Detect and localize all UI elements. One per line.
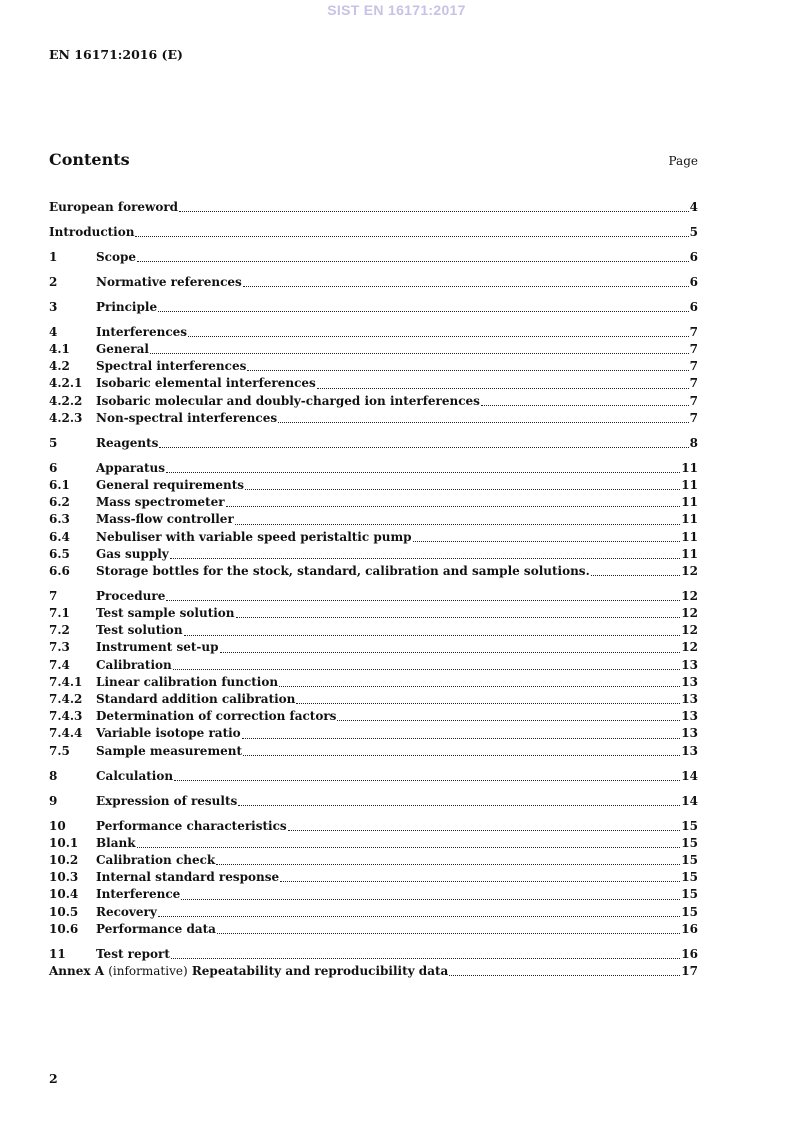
toc-leader-dots [150, 351, 689, 354]
toc-entry[interactable] [49, 477, 698, 494]
toc-entry-page: 7 [689, 393, 698, 408]
toc-leader-dots [245, 487, 680, 490]
toc-entry[interactable] [49, 605, 698, 622]
toc-entry[interactable] [49, 511, 698, 528]
toc-leader-dots [337, 718, 680, 721]
toc-entry-title: Calibration [96, 657, 172, 672]
toc-entry-page: 11 [681, 546, 698, 561]
toc-entry-title: Determination of correction factors [96, 709, 337, 724]
toc-entry-page: 11 [681, 460, 698, 475]
toc-entry-title: Expression of results [96, 793, 238, 808]
toc-entry[interactable] [49, 743, 698, 760]
toc-entry-page: 11 [681, 512, 698, 527]
toc-entry[interactable] [49, 768, 698, 785]
toc-entry[interactable] [49, 588, 698, 605]
toc-entry[interactable] [49, 793, 698, 810]
toc-entry-page: 7 [689, 324, 698, 339]
toc-entry-page: 14 [681, 793, 698, 808]
toc-entry-page: 15 [681, 904, 698, 919]
toc-entry-title: Performance data [96, 921, 216, 936]
toc-entry-title: Procedure [96, 588, 166, 603]
toc-entry-title: Recovery [96, 904, 157, 919]
toc-entry-title: Performance characteristics [96, 818, 287, 833]
watermark: SIST EN 16171:2017 [327, 2, 466, 18]
toc-entry-number: 4.2.2 [49, 393, 83, 408]
toc-entry[interactable] [49, 393, 698, 410]
toc-entry-page: 12 [681, 563, 698, 578]
toc-entry-number: 11 [49, 946, 66, 961]
toc-entry-title: Reagents [96, 435, 159, 450]
toc-entry-title: Instrument set-up [96, 640, 219, 655]
toc-entry-number: 4.2.1 [49, 376, 83, 391]
toc-entry-number: 10.4 [49, 887, 79, 902]
toc-entry-title: Standard addition calibration [96, 692, 296, 707]
toc-entry[interactable] [49, 852, 698, 869]
toc-entry-page: 12 [681, 588, 698, 603]
toc-entry-number: 1 [49, 249, 58, 264]
toc-leader-dots [181, 897, 680, 900]
toc-leader-dots [158, 914, 680, 917]
toc-leader-dots [159, 445, 688, 448]
toc-entry-title: Nebuliser with variable speed peristaltic pump [96, 529, 412, 544]
toc-entry-title: Sample measurement [96, 743, 243, 758]
toc-entry[interactable] [49, 410, 698, 427]
toc-entry-number: 2 [49, 274, 58, 289]
toc-entry-page: 17 [681, 963, 698, 978]
toc-entry-title: Isobaric elemental interferences [96, 376, 316, 391]
toc-entry[interactable] [49, 494, 698, 511]
toc-leader-dots [242, 736, 681, 739]
toc-leader-dots [236, 615, 681, 618]
toc-entry-title: Interferences [96, 324, 188, 339]
toc-entry-title: Test solution [96, 623, 183, 638]
annex-type: (informative) [108, 963, 188, 978]
toc-leader-dots [135, 234, 688, 237]
toc-entry-page: 15 [681, 887, 698, 902]
toc-entry-page: 12 [681, 623, 698, 638]
toc-entry-page: 5 [689, 224, 698, 239]
toc-leader-dots [449, 973, 680, 976]
toc-entry-page: 13 [681, 743, 698, 758]
toc-entry-number: 6 [49, 460, 58, 475]
toc-entry[interactable] [49, 375, 698, 392]
toc-entry[interactable] [49, 460, 698, 477]
toc-leader-dots [591, 573, 681, 576]
toc-entry[interactable] [49, 529, 698, 546]
toc-entry-title: Blank [96, 835, 136, 850]
toc-entry-number: 7.4.3 [49, 709, 83, 724]
toc-entry[interactable] [49, 341, 698, 358]
toc-entry[interactable] [49, 435, 698, 452]
toc-entry[interactable] [49, 199, 698, 216]
toc-entry-page: 7 [689, 359, 698, 374]
toc-leader-dots [238, 803, 680, 806]
toc-leader-dots [296, 701, 680, 704]
toc-leader-dots [317, 386, 689, 389]
toc-leader-dots [170, 556, 681, 559]
toc-leader-dots [171, 956, 680, 959]
toc-entry[interactable] [49, 299, 698, 316]
toc-entry[interactable] [49, 224, 698, 241]
toc-entry-number: 10.5 [49, 904, 79, 919]
annex-label: Annex A [49, 963, 105, 978]
toc-entry-page: 14 [681, 768, 698, 783]
toc-leader-dots [137, 845, 681, 848]
page-number: 2 [49, 1071, 58, 1086]
toc-entry-page: 7 [689, 376, 698, 391]
toc-leader-dots [216, 862, 680, 865]
toc-entry-number: 10 [49, 818, 66, 833]
toc-entry-title: Normative references [96, 274, 242, 289]
toc-entry-number: 6.3 [49, 512, 70, 527]
toc-entry-number: 7.2 [49, 623, 70, 638]
toc-entry-page: 7 [689, 342, 698, 357]
toc-entry-page: 12 [681, 640, 698, 655]
contents-title: Contents [49, 150, 130, 169]
toc-entry-title: Calibration check [96, 852, 216, 867]
toc-leader-dots [278, 420, 689, 423]
toc-leader-dots [243, 753, 680, 756]
toc-entry-page: 8 [689, 435, 698, 450]
toc-entry-title: General [96, 342, 149, 357]
toc-entry-page: 15 [681, 818, 698, 833]
toc-entry-number: 10.1 [49, 835, 79, 850]
toc-entry[interactable] [49, 622, 698, 639]
toc-entry-number: 9 [49, 793, 58, 808]
toc-leader-dots [235, 522, 681, 525]
toc-entry-page: 13 [681, 674, 698, 689]
toc-entry-title: Test sample solution [96, 606, 235, 621]
toc-entry-number: 10.6 [49, 921, 79, 936]
toc-entry[interactable] [49, 274, 698, 291]
table-of-contents [49, 199, 698, 980]
toc-entry[interactable] [49, 835, 698, 852]
toc-entry-page: 15 [681, 835, 698, 850]
toc-entry-title: Principle [96, 299, 158, 314]
toc-leader-dots [226, 504, 681, 507]
toc-entry[interactable] [49, 708, 698, 725]
toc-entry[interactable] [49, 358, 698, 375]
toc-entry-number: 7.3 [49, 640, 70, 655]
toc-leader-dots [188, 334, 689, 337]
toc-entry[interactable] [49, 691, 698, 708]
page-column-label: Page [668, 154, 698, 168]
toc-entry-title: Internal standard response [96, 870, 280, 885]
document-id: EN 16171:2016 (E) [49, 47, 183, 62]
toc-entry-title: Variable isotope ratio [96, 726, 241, 741]
toc-entry[interactable] [49, 324, 698, 341]
toc-entry-title: Spectral interferences [96, 359, 247, 374]
toc-entry-number: 7.4.2 [49, 692, 83, 707]
toc-entry-title: Interference [96, 887, 181, 902]
toc-entry-number: 4.1 [49, 342, 70, 357]
toc-leader-dots [280, 879, 680, 882]
toc-leader-dots [279, 684, 680, 687]
toc-entry[interactable] [49, 725, 698, 742]
toc-entry-number: 3 [49, 299, 58, 314]
toc-entry[interactable] [49, 818, 698, 835]
toc-entry[interactable] [49, 904, 698, 921]
toc-leader-dots [243, 284, 689, 287]
toc-entry[interactable] [49, 640, 698, 657]
toc-entry-title: Non-spectral interferences [96, 410, 278, 425]
toc-entry-number: 6.4 [49, 529, 70, 544]
toc-leader-dots [481, 403, 689, 406]
toc-entry-page: 15 [681, 852, 698, 867]
toc-entry[interactable] [49, 886, 698, 903]
toc-leader-dots [413, 539, 681, 542]
toc-leader-dots [158, 309, 689, 312]
toc-entry[interactable] [49, 657, 698, 674]
toc-entry-number: 4 [49, 324, 58, 339]
toc-entry-page: 4 [689, 199, 698, 214]
toc-entry-title: Apparatus [96, 460, 165, 475]
toc-entry-number: 7.1 [49, 606, 70, 621]
toc-entry-number: 6.2 [49, 495, 70, 510]
toc-entry-page: 11 [681, 478, 698, 492]
toc-leader-dots [137, 259, 689, 262]
toc-entry-title: Isobaric molecular and doubly-charged ion interferences [96, 393, 480, 408]
toc-leader-dots [217, 931, 680, 934]
toc-entry-number: 7.4 [49, 657, 70, 672]
toc-entry-page: 6 [689, 299, 698, 314]
toc-entry-page: 7 [689, 410, 698, 425]
toc-leader-dots [184, 633, 681, 636]
toc-entry-title: Gas supply [96, 546, 169, 561]
toc-entry-title: Calculation [96, 768, 174, 783]
toc-entry-title: Test report [96, 946, 170, 961]
toc-entry-number: 8 [49, 768, 58, 783]
toc-entry-page: 13 [681, 692, 698, 707]
toc-entry-number: 7.4.4 [49, 726, 83, 741]
toc-entry-page: 15 [681, 870, 698, 885]
toc-entry-number: 6.5 [49, 546, 70, 561]
toc-entry-title: Mass spectrometer [96, 495, 225, 510]
toc-leader-dots [166, 598, 680, 601]
toc-entry-page: 16 [681, 946, 698, 961]
toc-leader-dots [173, 667, 681, 670]
toc-entry-number: 5 [49, 435, 58, 450]
toc-entry-number: 6.1 [49, 478, 70, 492]
toc-entry-number: 7 [49, 588, 58, 603]
toc-entry[interactable] [49, 921, 698, 938]
toc-leader-dots [179, 209, 689, 212]
toc-entry[interactable] [49, 546, 698, 563]
toc-entry-page: 11 [681, 495, 698, 510]
toc-entry-number: 6.6 [49, 563, 70, 578]
toc-entry[interactable] [49, 249, 698, 266]
toc-entry-title: Linear calibration function [96, 674, 279, 689]
toc-entry-page: 13 [681, 726, 698, 741]
toc-entry-number: 7.4.1 [49, 674, 83, 689]
toc-entry-title: Mass-flow controller [96, 512, 234, 527]
toc-entry-annex[interactable] [49, 963, 698, 980]
toc-entry-page: 13 [681, 709, 698, 724]
toc-entry-number: 4.2 [49, 359, 70, 374]
toc-leader-dots [288, 828, 681, 831]
annex-heading [49, 963, 448, 980]
toc-entry-number: 4.2.3 [49, 410, 83, 425]
toc-entry-page: 6 [689, 249, 698, 264]
toc-leader-dots [220, 650, 681, 653]
toc-entry[interactable] [49, 869, 698, 886]
toc-entry[interactable] [49, 946, 698, 963]
toc-leader-dots [174, 778, 680, 781]
toc-entry-number: 10.2 [49, 852, 79, 867]
toc-leader-dots [166, 470, 680, 473]
toc-entry[interactable] [49, 674, 698, 691]
toc-entry-page: 13 [681, 657, 698, 672]
annex-title: Repeatability and reproducibility data [191, 963, 449, 978]
toc-entry-title: Introduction [49, 224, 135, 239]
toc-entry-page: 16 [681, 921, 698, 936]
toc-entry-page: 6 [689, 274, 698, 289]
toc-entry-title: General requirements [96, 478, 245, 492]
toc-entry-title: European foreword [49, 199, 179, 214]
toc-entry-title: Scope [96, 249, 137, 264]
toc-leader-dots [247, 368, 688, 371]
toc-entry-number: 7.5 [49, 743, 70, 758]
toc-entry-page: 12 [681, 606, 698, 621]
toc-entry-number: 10.3 [49, 870, 79, 885]
toc-entry[interactable] [49, 563, 698, 580]
toc-entry-title: Storage bottles for the stock, standard, calibration and sample solutions. [96, 563, 590, 578]
toc-entry-page: 11 [681, 529, 698, 544]
